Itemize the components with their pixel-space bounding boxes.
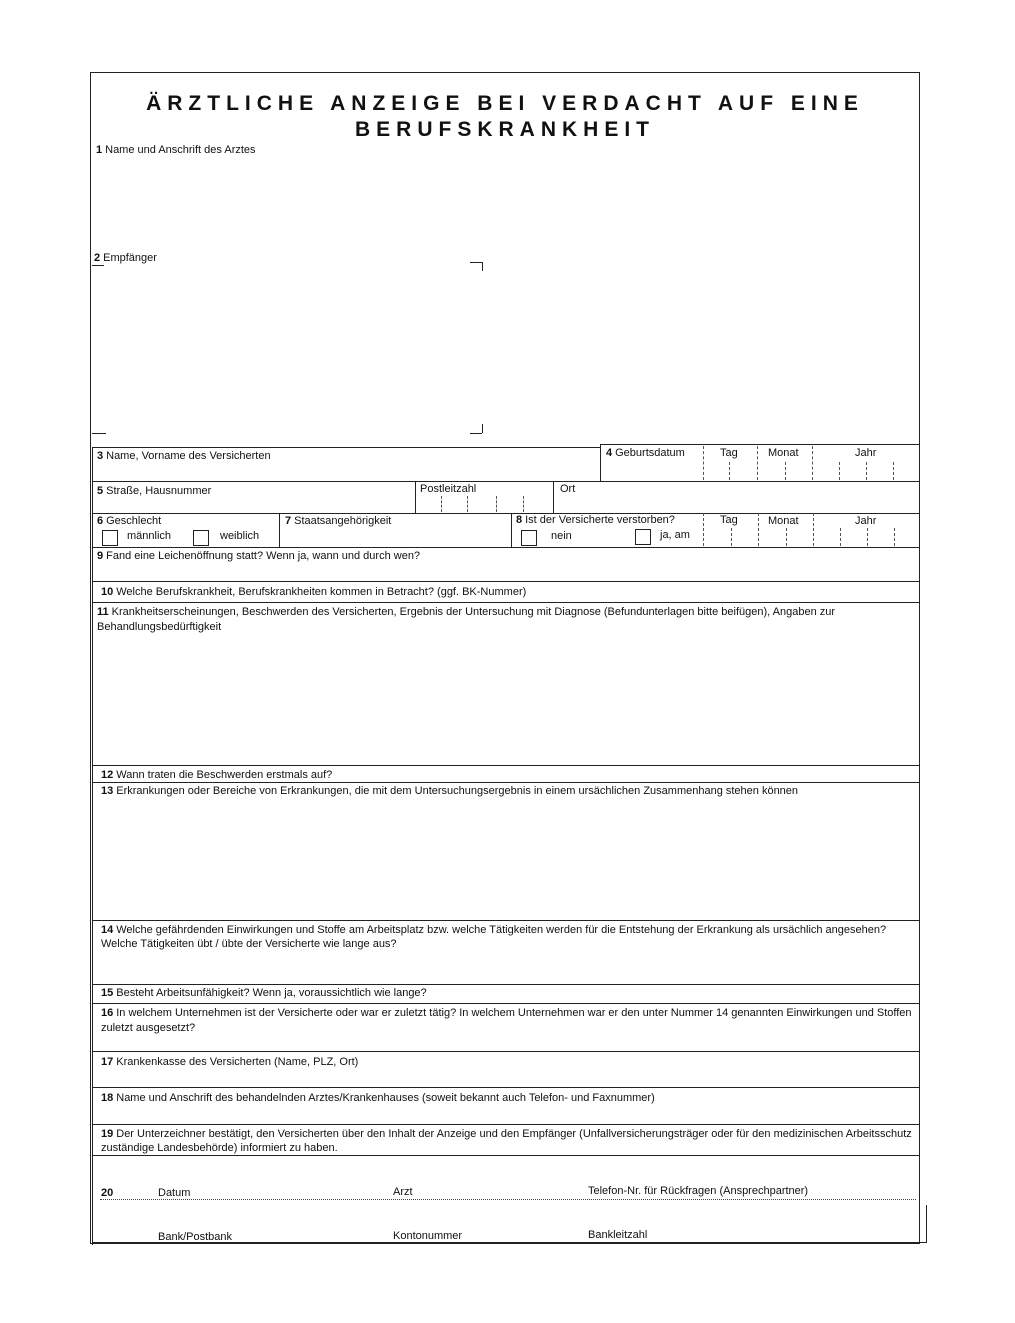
divider-6-7 <box>279 513 280 547</box>
field-1-input-area[interactable] <box>92 158 918 250</box>
field-17-label: 17 Krankenkasse des Versicherten (Name, PLZ, Ort) <box>101 1056 359 1068</box>
row-10-top-line <box>92 581 920 582</box>
field-7-input[interactable] <box>283 528 509 544</box>
field-2-input-area[interactable] <box>104 270 476 428</box>
field-3-label: 3 Name, Vorname des Versicherten <box>97 450 271 462</box>
field-11-input-area[interactable] <box>96 638 916 762</box>
postcode-input[interactable] <box>417 496 551 512</box>
birthdate-year-label: Jahr <box>855 447 877 459</box>
city-label: Ort <box>560 483 576 495</box>
death-year-label: Jahr <box>855 515 877 527</box>
field-2-corner-br <box>470 433 482 434</box>
field-19-label: 19 Der Unterzeichner bestätigt, den Versicherten über den Inhalt der Anzeige und den Empfänger (Unfallversicherungsträger oder für den medizinischen Arbeitsschutz zuständige Landesbehörde) informiert zu haben. <box>101 1128 912 1154</box>
field-14-input-area[interactable] <box>96 954 916 982</box>
divider-plz-ort <box>553 481 554 513</box>
divider-3-4 <box>600 444 601 481</box>
field-2-corner-br-v <box>482 424 483 433</box>
field-5-input[interactable] <box>96 497 412 511</box>
birthdate-month-label: Monat <box>768 447 799 459</box>
field-7-label: 7 Staatsangehörigkeit <box>285 515 392 527</box>
field-5-label: 5 Straße, Hausnummer <box>97 485 212 497</box>
postcode-label: Postleitzahl <box>420 483 477 495</box>
divider-5-plz <box>415 481 416 513</box>
field-2-corner-tr <box>470 262 482 263</box>
field-2-corner-bl <box>92 433 106 434</box>
gender-male-label: männlich <box>127 530 172 542</box>
row-16-top-line <box>92 1003 920 1004</box>
bank-row-input[interactable] <box>156 1205 916 1229</box>
gender-female-checkbox[interactable] <box>193 530 209 546</box>
field-3-input[interactable] <box>96 463 596 479</box>
form-title-line-2: BERUFSKRANKHEIT <box>355 118 655 141</box>
phone-label: Telefon-Nr. für Rückfragen (Ansprechpartner) <box>588 1185 809 1197</box>
deceased-no-label: nein <box>551 530 572 542</box>
death-month-label: Monat <box>768 515 799 527</box>
row-3-top-line <box>92 447 600 448</box>
row-19-top-line <box>92 1124 920 1125</box>
row-11-top-line <box>92 602 920 603</box>
field-17-input[interactable] <box>96 1070 916 1086</box>
field-10-label: 10 Welche Berufskrankheit, Berufskrankheiten kommen in Betracht? (ggf. BK-Nummer) <box>101 586 527 598</box>
field-13-input-area[interactable] <box>96 800 916 918</box>
signature-line-1 <box>100 1199 916 1200</box>
field-18-label: 18 Name und Anschrift des behandelnden Arztes/Krankenhauses (soweit bekannt auch Telefon- und Faxnummer) <box>101 1092 655 1104</box>
form-bottom-line <box>92 1242 926 1243</box>
row-5-top-line <box>92 481 920 482</box>
field-11-label: 11 Krankheitserscheinungen, Beschwerden des Versicherten, Ergebnis der Untersuchung mit Diagnose (Befundunterlagen bitte beifügen), Angaben zur Behandlungsbedürftigkeit <box>97 606 836 633</box>
field-1-label: 1 Name und Anschrift des Arztes <box>96 144 256 156</box>
field-2-corner-tl <box>92 265 104 266</box>
account-label: Kontonummer <box>393 1230 463 1242</box>
city-input[interactable] <box>556 496 916 512</box>
row-13-top-line <box>92 782 920 783</box>
field-16-label: 16 In welchem Unternehmen ist der Versicherte oder war er zuletzt tätig? In welchem Unternehmen war er den unter Nummer 14 genannten Einwirkungen und Stoffen zuletzt ausgesetzt? <box>101 1007 912 1034</box>
field-14-label: 14 Welche gefährdenden Einwirkungen und Stoffe am Arbeitsplatz bzw. welche Tätigkeiten werden für die Entstehung der Erkrankung als ursächlich angesehen? Welche Tätigkeiten übt / übte der Versicherte wie lange aus? <box>101 924 887 950</box>
divider-7-8 <box>511 513 512 547</box>
birthdate-sep-1 <box>703 446 704 480</box>
doctor-label: Arzt <box>393 1186 413 1198</box>
field-16-input[interactable] <box>96 1036 916 1050</box>
inner-left-border <box>92 447 93 1245</box>
birthdate-day-label: Tag <box>720 447 738 459</box>
row-20-top-line <box>92 1155 920 1156</box>
field-4-input[interactable] <box>705 462 917 480</box>
form-title-line-1: ÄRZTLICHE ANZEIGE BEI VERDACHT AUF EINE <box>146 92 864 115</box>
field-9-input[interactable] <box>96 563 916 579</box>
row-6-top-line <box>92 513 920 514</box>
death-date-input[interactable] <box>705 528 917 546</box>
field-8-label: 8 Ist der Versicherte verstorben? <box>516 514 675 526</box>
bank-label: Bank/Postbank <box>158 1231 232 1243</box>
field-12-label: 12 Wann traten die Beschwerden erstmals auf? <box>101 769 333 781</box>
field-15-label: 15 Besteht Arbeitsunfähigkeit? Wenn ja, voraussichtlich wie lange? <box>101 987 427 999</box>
death-date-sep-1 <box>703 513 704 546</box>
form-bottom-right-edge <box>926 1205 927 1243</box>
death-day-label: Tag <box>720 514 738 526</box>
field-20-number: 20 <box>101 1187 114 1199</box>
field-18-input[interactable] <box>96 1106 916 1122</box>
row-4-top-line <box>600 444 920 445</box>
field-9-label: 9 Fand eine Leichenöffnung statt? Wenn ja, wann und durch wen? <box>97 550 421 562</box>
deceased-yes-checkbox[interactable] <box>635 529 651 545</box>
row-14-top-line <box>92 920 920 921</box>
row-12-top-line <box>92 765 920 766</box>
date-label: Datum <box>158 1187 191 1199</box>
gender-female-label: weiblich <box>220 530 260 542</box>
signature-row-input[interactable] <box>156 1170 916 1198</box>
field-4-label: 4 Geburtsdatum <box>606 447 685 459</box>
field-2-label: 2 Empfänger <box>94 252 157 264</box>
gender-male-checkbox[interactable] <box>102 530 118 546</box>
field-2-corner-tr-v <box>482 262 483 271</box>
field-6-label: 6 Geschlecht <box>97 515 162 527</box>
deceased-no-checkbox[interactable] <box>521 530 537 546</box>
row-15-top-line <box>92 984 920 985</box>
bank-code-label: Bankleitzahl <box>588 1229 648 1241</box>
field-13-label: 13 Erkrankungen oder Bereiche von Erkrankungen, die mit dem Untersuchungsergebnis in einem ursächlichen Zusammenhang stehen können <box>101 785 799 797</box>
deceased-yes-label: ja, am <box>660 529 690 541</box>
row-17-top-line <box>92 1051 920 1052</box>
row-18-top-line <box>92 1087 920 1088</box>
row-9-top-line <box>92 547 920 548</box>
